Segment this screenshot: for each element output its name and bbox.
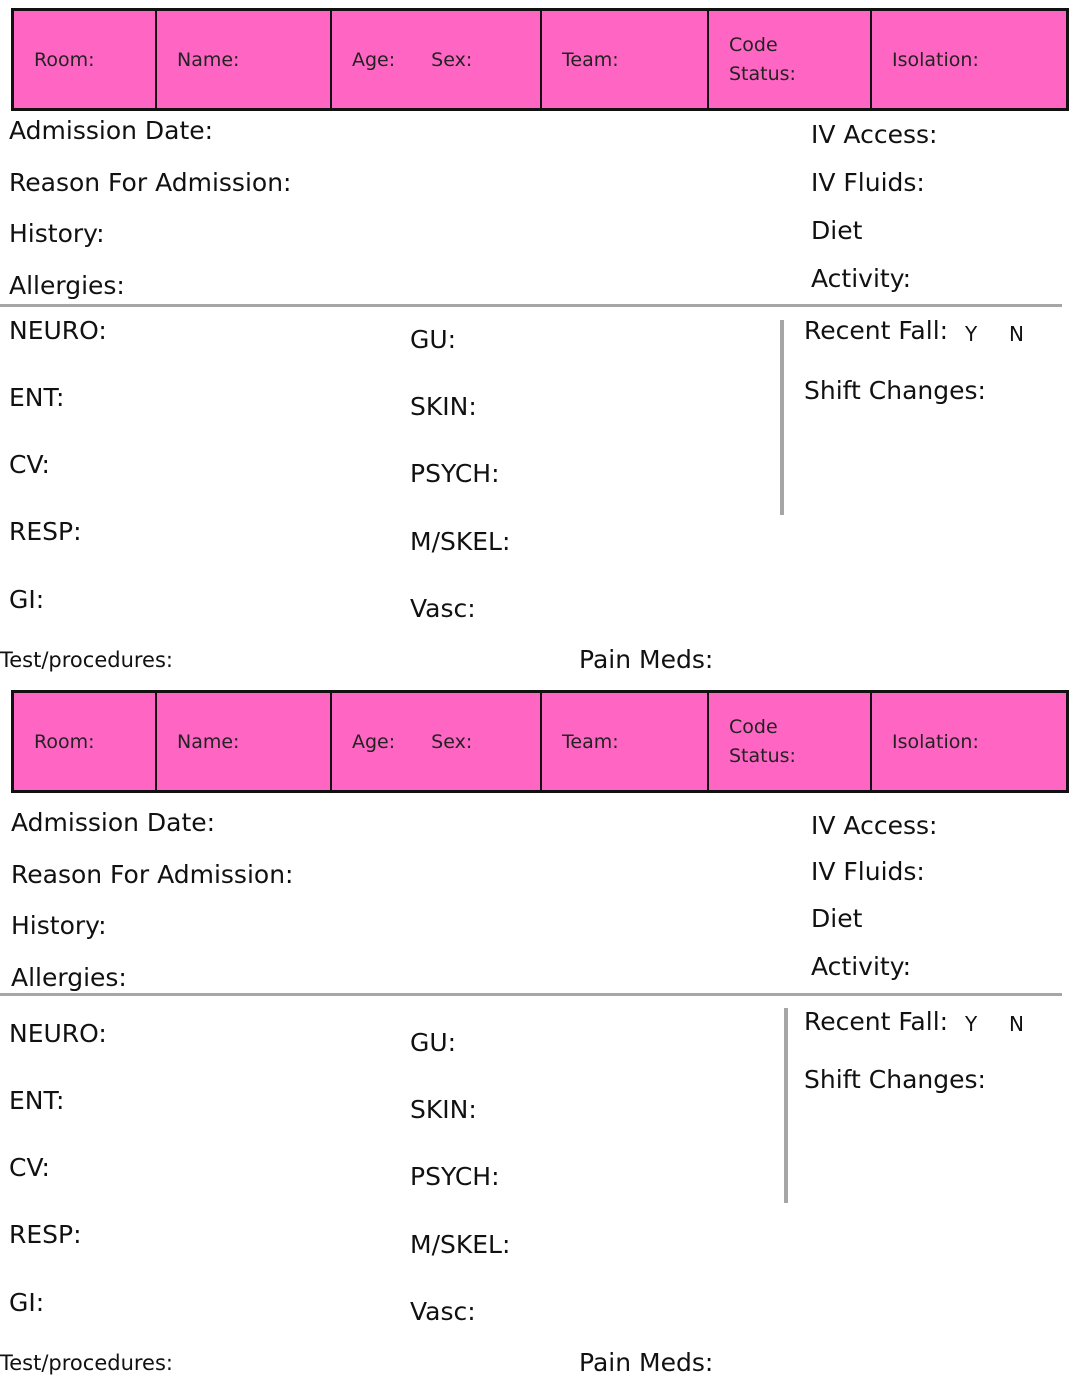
psych-label[interactable]: PSYCH: (410, 1162, 500, 1191)
history-label[interactable]: History: (11, 911, 107, 940)
code-status-line2: Status: (729, 744, 796, 767)
recent-fall-label: Recent Fall: (804, 1007, 949, 1036)
allergies-label[interactable]: Allergies: (9, 271, 125, 300)
patient-sheet-2 (0, 682, 1080, 1377)
test-procedures-label[interactable]: Test/procedures: (0, 1351, 173, 1375)
vasc-label[interactable]: Vasc: (410, 1297, 476, 1326)
recent-fall-yes-option[interactable]: Y (965, 1012, 978, 1036)
test-procedures-label[interactable]: Test/procedures: (0, 648, 173, 672)
recent-fall-no-option[interactable]: N (1009, 322, 1024, 346)
age-label: Age: (352, 730, 396, 753)
pain-meds-label[interactable]: Pain Meds: (579, 645, 714, 674)
name-cell[interactable] (157, 11, 332, 108)
mskel-label[interactable]: M/SKEL: (410, 1230, 511, 1259)
notes-divider (780, 320, 784, 515)
allergies-label[interactable]: Allergies: (11, 963, 127, 992)
shift-changes-label[interactable]: Shift Changes: (804, 1065, 986, 1094)
age-sex-cell[interactable] (332, 693, 542, 790)
notes-divider (784, 1008, 788, 1203)
diet-label[interactable]: Diet (811, 216, 863, 245)
shift-changes-label[interactable]: Shift Changes: (804, 376, 986, 405)
history-label[interactable]: History: (9, 219, 105, 248)
activity-label[interactable]: Activity: (811, 264, 912, 293)
patient-header-row (11, 690, 1069, 793)
name-label: Name: (177, 48, 240, 71)
code-status-line1: Code (729, 715, 778, 738)
sex-label: Sex: (431, 48, 473, 71)
resp-label[interactable]: RESP: (9, 1220, 82, 1249)
iv-access-label[interactable]: IV Access: (811, 811, 938, 840)
iv-access-label[interactable]: IV Access: (811, 120, 938, 149)
cv-label[interactable]: CV: (9, 450, 50, 479)
team-label: Team: (562, 730, 619, 753)
code-status-label (729, 31, 796, 89)
team-cell[interactable] (542, 11, 709, 108)
skin-label[interactable]: SKIN: (410, 392, 477, 421)
name-label: Name: (177, 730, 240, 753)
gi-label[interactable]: GI: (9, 1288, 45, 1317)
isolation-label: Isolation: (892, 48, 979, 71)
admission-date-label[interactable]: Admission Date: (9, 116, 214, 145)
code-status-cell[interactable] (709, 693, 872, 790)
iv-fluids-label[interactable]: IV Fluids: (811, 857, 925, 886)
section-divider (0, 304, 1062, 307)
isolation-label: Isolation: (892, 730, 979, 753)
name-cell[interactable] (157, 693, 332, 790)
psych-label[interactable]: PSYCH: (410, 459, 500, 488)
cv-label[interactable]: CV: (9, 1153, 50, 1182)
skin-label[interactable]: SKIN: (410, 1095, 477, 1124)
team-cell[interactable] (542, 693, 709, 790)
code-status-line1: Code (729, 33, 778, 56)
room-cell[interactable] (14, 11, 157, 108)
gu-label[interactable]: GU: (410, 1028, 457, 1057)
mskel-label[interactable]: M/SKEL: (410, 527, 511, 556)
age-label: Age: (352, 48, 396, 71)
patient-sheet-1 (0, 0, 1080, 690)
gi-label[interactable]: GI: (9, 585, 45, 614)
sex-label: Sex: (431, 730, 473, 753)
resp-label[interactable]: RESP: (9, 517, 82, 546)
admission-date-label[interactable]: Admission Date: (11, 808, 216, 837)
isolation-cell[interactable] (872, 11, 1066, 108)
isolation-cell[interactable] (872, 693, 1066, 790)
pain-meds-label[interactable]: Pain Meds: (579, 1348, 714, 1377)
diet-label[interactable]: Diet (811, 904, 863, 933)
ent-label[interactable]: ENT: (9, 383, 65, 412)
reason-for-admission-label[interactable]: Reason For Admission: (9, 168, 292, 197)
neuro-label[interactable]: NEURO: (9, 316, 107, 345)
patient-header-row (11, 8, 1069, 111)
vasc-label[interactable]: Vasc: (410, 594, 476, 623)
activity-label[interactable]: Activity: (811, 952, 912, 981)
neuro-label[interactable]: NEURO: (9, 1019, 107, 1048)
room-label: Room: (34, 48, 95, 71)
room-cell[interactable] (14, 693, 157, 790)
team-label: Team: (562, 48, 619, 71)
gu-label[interactable]: GU: (410, 325, 457, 354)
iv-fluids-label[interactable]: IV Fluids: (811, 168, 925, 197)
reason-for-admission-label[interactable]: Reason For Admission: (11, 860, 294, 889)
code-status-line2: Status: (729, 62, 796, 85)
ent-label[interactable]: ENT: (9, 1086, 65, 1115)
recent-fall-label: Recent Fall: (804, 316, 949, 345)
recent-fall-yes-option[interactable]: Y (965, 322, 978, 346)
recent-fall-no-option[interactable]: N (1009, 1012, 1024, 1036)
section-divider (0, 993, 1062, 996)
code-status-label (729, 713, 796, 771)
code-status-cell[interactable] (709, 11, 872, 108)
room-label: Room: (34, 730, 95, 753)
age-sex-cell[interactable] (332, 11, 542, 108)
